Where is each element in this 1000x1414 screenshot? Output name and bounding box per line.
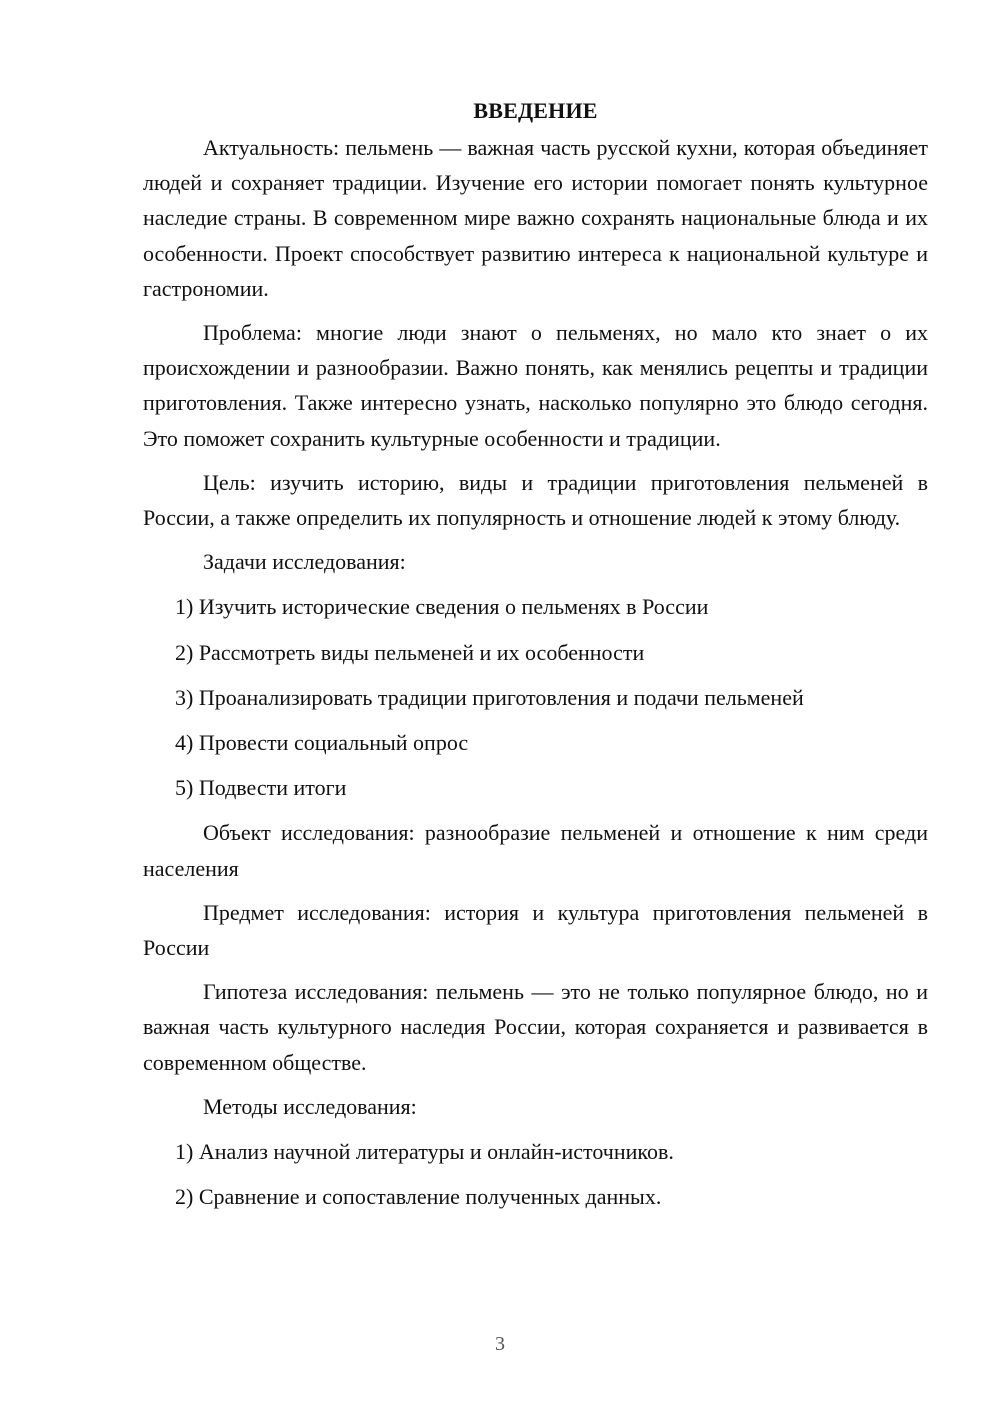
- methods-label: Методы исследования:: [203, 1093, 417, 1119]
- task-item-5: 5) Подвести итоги: [175, 775, 347, 801]
- document-page: [143, 96, 928, 1224]
- method-item-2: 2) Сравнение и сопоставление полученных данных.: [175, 1184, 662, 1210]
- task-item-1: 1) Изучить исторические сведения о пельменях в России: [175, 594, 709, 620]
- method-item-1: 1) Анализ научной литературы и онлайн-источников.: [175, 1139, 674, 1165]
- paragraph-problem: Проблема: многие люди знают о пельменях, но мало кто знает о их происхождении и разнообразии. Важно понять, как менялись рецепты и традиции приготовления. Также интересно узнать, насколько популярно это блюдо сегодня. Это поможет сохранить культурные особенности и традиции.: [143, 320, 928, 451]
- paragraph-relevance: Актуальность: пельмень — важная часть русской кухни, которая объединяет людей и сохраняет традиции. Изучение его истории помогает понять культурное наследие страны. В современном мире важно сохранять национальные блюда и их особенности. Проект способствует развитию интереса к национальной культуре и гастрономии.: [143, 135, 928, 301]
- page-number: 3: [495, 1333, 505, 1355]
- task-item-3: 3) Проанализировать традиции приготовления и подачи пельменей: [175, 684, 804, 710]
- tasks-label: Задачи исследования:: [203, 549, 406, 575]
- paragraph-object: Объект исследования: разнообразие пельменей и отношение к ним среди населения: [143, 820, 928, 881]
- section-heading: ВВЕДЕНИЕ: [473, 98, 598, 123]
- task-item-4: 4) Провести социальный опрос: [175, 730, 469, 756]
- paragraph-subject: Предмет исследования: история и культура приготовления пельменей в России: [143, 899, 928, 961]
- paragraph-hypothesis: Гипотеза исследования: пельмень — это не только популярное блюдо, но и важная часть культурного наследия России, которая сохраняется и развивается в современном обществе.: [143, 979, 928, 1075]
- task-item-2: 2) Рассмотреть виды пельменей и их особенности: [175, 639, 645, 665]
- paragraph-goal: Цель: изучить историю, виды и традиции приготовления пельменей в России, а также определить их популярность и отношение людей к этому блюду.: [143, 469, 928, 531]
